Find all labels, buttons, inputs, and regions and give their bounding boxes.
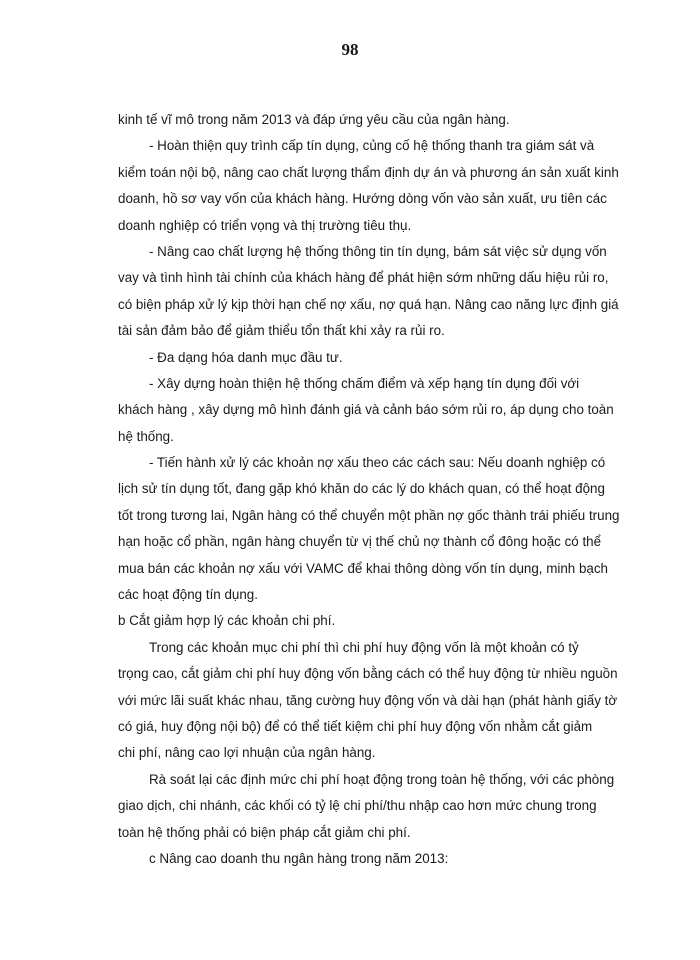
text-line: toàn hệ thống phải có biện pháp cắt giảm chi phí. xyxy=(118,824,411,840)
text-line: Rà soát lại các định mức chi phí hoạt động trong toàn hệ thống, với các phòng xyxy=(149,771,615,787)
text-line: - Nâng cao chất lượng hệ thống thông tin tín dụng, bám sát việc sử dụng vốn xyxy=(149,243,607,259)
text-line: - Tiến hành xử lý các khoản nợ xấu theo các cách sau: Nếu doanh nghiệp có xyxy=(149,455,606,471)
text-line: có giá, huy động nội bộ) để có thể tiết kiệm chi phí huy động vốn nhằm cắt giảm xyxy=(118,718,593,734)
text-line: doanh, hồ sơ vay vốn của khách hàng. Hướng dòng vốn vào sản xuất, ưu tiên các xyxy=(118,191,607,207)
text-line: - Xây dựng hoàn thiện hệ thống chấm điểm và xếp hạng tín dụng đối với xyxy=(149,375,580,391)
text-line: Trong các khoản mục chi phí thì chi phí huy động vốn là một khoản có tỷ xyxy=(149,639,579,655)
text-line: kiểm toán nội bộ, nâng cao chất lượng thẩm định dự án và phương án sản xuất kinh xyxy=(118,164,619,180)
text-line: vay và tình hình tài chính của khách hàng để phát hiện sớm những dấu hiệu rủi ro, xyxy=(118,270,609,286)
page-number: 98 xyxy=(341,40,359,59)
text-line: b Cắt giảm hợp lý các khoản chi phí. xyxy=(118,613,336,629)
text-line: c Nâng cao doanh thu ngân hàng trong năm 2013: xyxy=(149,850,449,866)
text-line: hạn hoặc cổ phần, ngân hàng chuyển từ vị thế chủ nợ thành cổ đông hoặc có thể xyxy=(118,534,602,550)
text-line: tài sản đảm bảo để giảm thiểu tổn thất khi xảy ra rủi ro. xyxy=(118,323,445,339)
document-body xyxy=(118,107,620,872)
text-line: với mức lãi suất khác nhau, tăng cường huy động vốn và dài hạn (phát hành giấy tờ xyxy=(118,692,618,708)
text-line: kinh tế vĩ mô trong năm 2013 và đáp ứng yêu cầu của ngân hàng. xyxy=(118,112,510,127)
text-line: có biện pháp xử lý kịp thời hạn chế nợ xấu, nợ quá hạn. Nâng cao năng lực định giá xyxy=(118,296,619,312)
text-line: lịch sử tín dụng tốt, đang gặp khó khăn do các lý do khách quan, có thể hoạt động xyxy=(118,481,605,497)
text-line: khách hàng , xây dựng mô hình đánh giá và cảnh báo sớm rủi ro, áp dụng cho toàn xyxy=(118,402,614,418)
text-line: giao dịch, chi nhánh, các khối có tỷ lệ chi phí/thu nhập cao hơn mức chung trong xyxy=(118,798,597,814)
text-line: mua bán các khoản nợ xấu với VAMC để khai thông dòng vốn tín dụng, minh bạch xyxy=(118,560,609,576)
text-line: - Hoàn thiện quy trình cấp tín dụng, củng cố hệ thống thanh tra giám sát và xyxy=(149,138,595,154)
text-line: chi phí, nâng cao lợi nhuận của ngân hàng. xyxy=(118,745,376,761)
text-line: trọng cao, cắt giảm chi phí huy động vốn bằng cách có thể huy động từ nhiều nguồn xyxy=(118,666,618,682)
text-line: tốt trong tương lai, Ngân hàng có thể chuyển một phần nợ gốc thành trái phiếu trung xyxy=(118,507,620,523)
text-line: hệ thống. xyxy=(118,428,174,444)
text-line: doanh nghiệp có triển vọng và thị trường tiêu thụ. xyxy=(118,217,412,233)
text-line: - Đa dạng hóa danh mục đầu tư. xyxy=(149,349,343,365)
text-line: các hoạt động tín dụng. xyxy=(118,587,258,603)
